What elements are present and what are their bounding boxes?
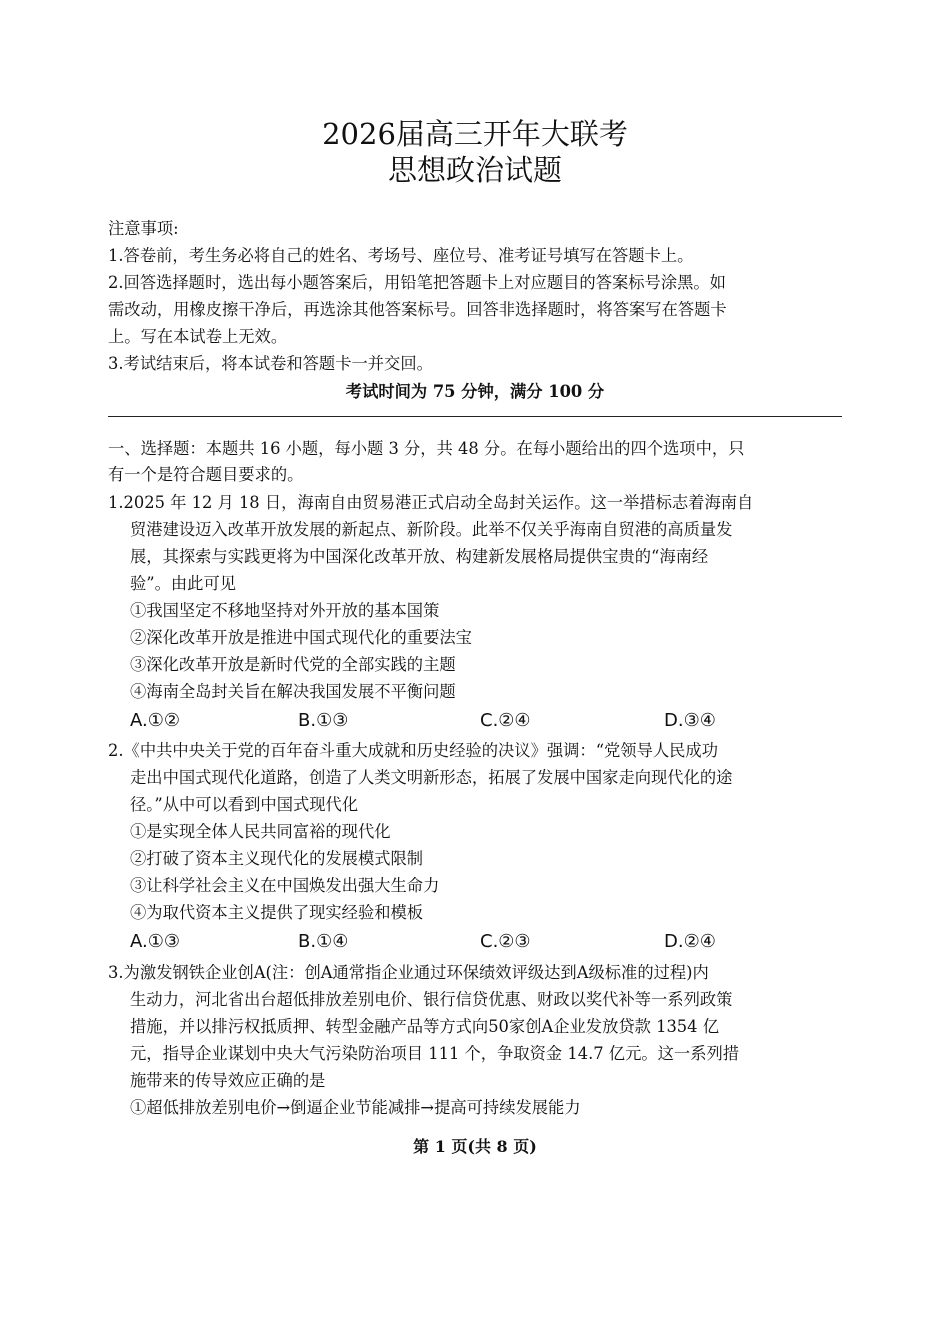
question-1-stem: 验”。由此可见 xyxy=(130,574,237,593)
question-3-stem: 生动力，河北省出台超低排放差别电价、银行信贷优惠、财政以奖代补等一系列政策 xyxy=(130,990,733,1009)
notice-line: 上。写在本试卷上无效。 xyxy=(108,327,288,346)
divider-rule xyxy=(108,416,842,417)
question-1-stem: 贸港建设迈入改革开放发展的新起点、新阶段。此举不仅关乎海南自贸港的高质量发 xyxy=(130,520,733,539)
question-2-stem: 径。”从中可以看到中国式现代化 xyxy=(130,795,359,814)
section-instruction: 有一个是符合题目要求的。 xyxy=(108,465,304,484)
question-2-item: ③让科学社会主义在中国焕发出强大生命力 xyxy=(130,876,440,895)
question-3-stem: 措施，并以排污权抵质押、转型金融产品等方式向50家创A企业发放贷款 1354 亿 xyxy=(130,1017,719,1036)
question-2-choices xyxy=(130,930,842,954)
question-3-item: ①超低排放差别电价→倒逼企业节能减排→提高可持续发展能力 xyxy=(130,1098,581,1117)
question-3-stem: 元，指导企业谋划中央大气污染防治项目 111 个，争取资金 14.7 亿元。这一系列措 xyxy=(130,1044,740,1063)
exam-title: 2026届高三开年大联考 xyxy=(322,117,628,151)
question-2-item: ④为取代资本主义提供了现实经验和模板 xyxy=(130,903,424,922)
choice-a[interactable]: A.①② xyxy=(130,710,180,731)
question-2-stem: 走出中国式现代化道路，创造了人类文明新形态，拓展了发展中国家走向现代化的途 xyxy=(130,768,733,787)
notice-line: 1.答卷前，考生务必将自己的姓名、考场号、座位号、准考证号填写在答题卡上。 xyxy=(108,246,694,265)
question-1-item: ③深化改革开放是新时代党的全部实践的主题 xyxy=(130,655,456,674)
notice-line: 3.考试结束后，将本试卷和答题卡一并交回。 xyxy=(108,354,433,373)
notice-line: 2.回答选择题时，选出每小题答案后，用铅笔把答题卡上对应题目的答案标号涂黑。如 xyxy=(108,273,726,292)
question-2-item: ②打破了资本主义现代化的发展模式限制 xyxy=(130,849,424,868)
choice-a[interactable]: A.①③ xyxy=(130,931,180,952)
notice-line: 需改动，用橡皮擦干净后，再选涂其他答案标号。回答非选择题时，将答案写在答题卡 xyxy=(108,300,727,319)
choice-d[interactable]: D.③④ xyxy=(664,710,716,731)
exam-time-note: 考试时间为 75 分钟，满分 100 分 xyxy=(345,382,605,401)
section-instruction: 一、选择题：本题共 16 小题，每小题 3 分，共 48 分。在每小题给出的四个选项中，只 xyxy=(108,439,745,458)
choice-c[interactable]: C.②④ xyxy=(480,710,531,731)
choice-b[interactable]: B.①③ xyxy=(298,710,349,731)
question-3-stem: 3.为激发钢铁企业创A(注：创A通常指企业通过环保绩效评级达到A级标准的过程)内 xyxy=(108,963,709,982)
choice-c[interactable]: C.②③ xyxy=(480,931,531,952)
question-1-choices xyxy=(130,709,842,733)
notice-heading: 注意事项: xyxy=(108,219,179,238)
page-number: 第 1 页(共 8 页) xyxy=(413,1137,537,1156)
choice-d[interactable]: D.②④ xyxy=(664,931,716,952)
question-1-stem: 展，其探索与实践更将为中国深化改革开放、构建新发展格局提供宝贵的“海南经 xyxy=(130,547,709,566)
question-3-stem: 施带来的传导效应正确的是 xyxy=(130,1071,326,1090)
question-1-item: ④海南全岛封关旨在解决我国发展不平衡问题 xyxy=(130,682,456,701)
choice-b[interactable]: B.①④ xyxy=(298,931,349,952)
question-2-item: ①是实现全体人民共同富裕的现代化 xyxy=(130,822,391,841)
exam-subject-title: 思想政治试题 xyxy=(387,153,562,187)
question-1-item: ①我国坚定不移地坚持对外开放的基本国策 xyxy=(130,601,440,620)
question-1-stem: 1.2025 年 12 月 18 日，海南自由贸易港正式启动全岛封关运作。这一举措标志着海南自 xyxy=(108,493,754,512)
question-2-stem: 2.《中共中央关于党的百年奋斗重大成就和历史经验的决议》强调：“党领导人民成功 xyxy=(108,741,718,760)
question-1-item: ②深化改革开放是推进中国式现代化的重要法宝 xyxy=(130,628,472,647)
